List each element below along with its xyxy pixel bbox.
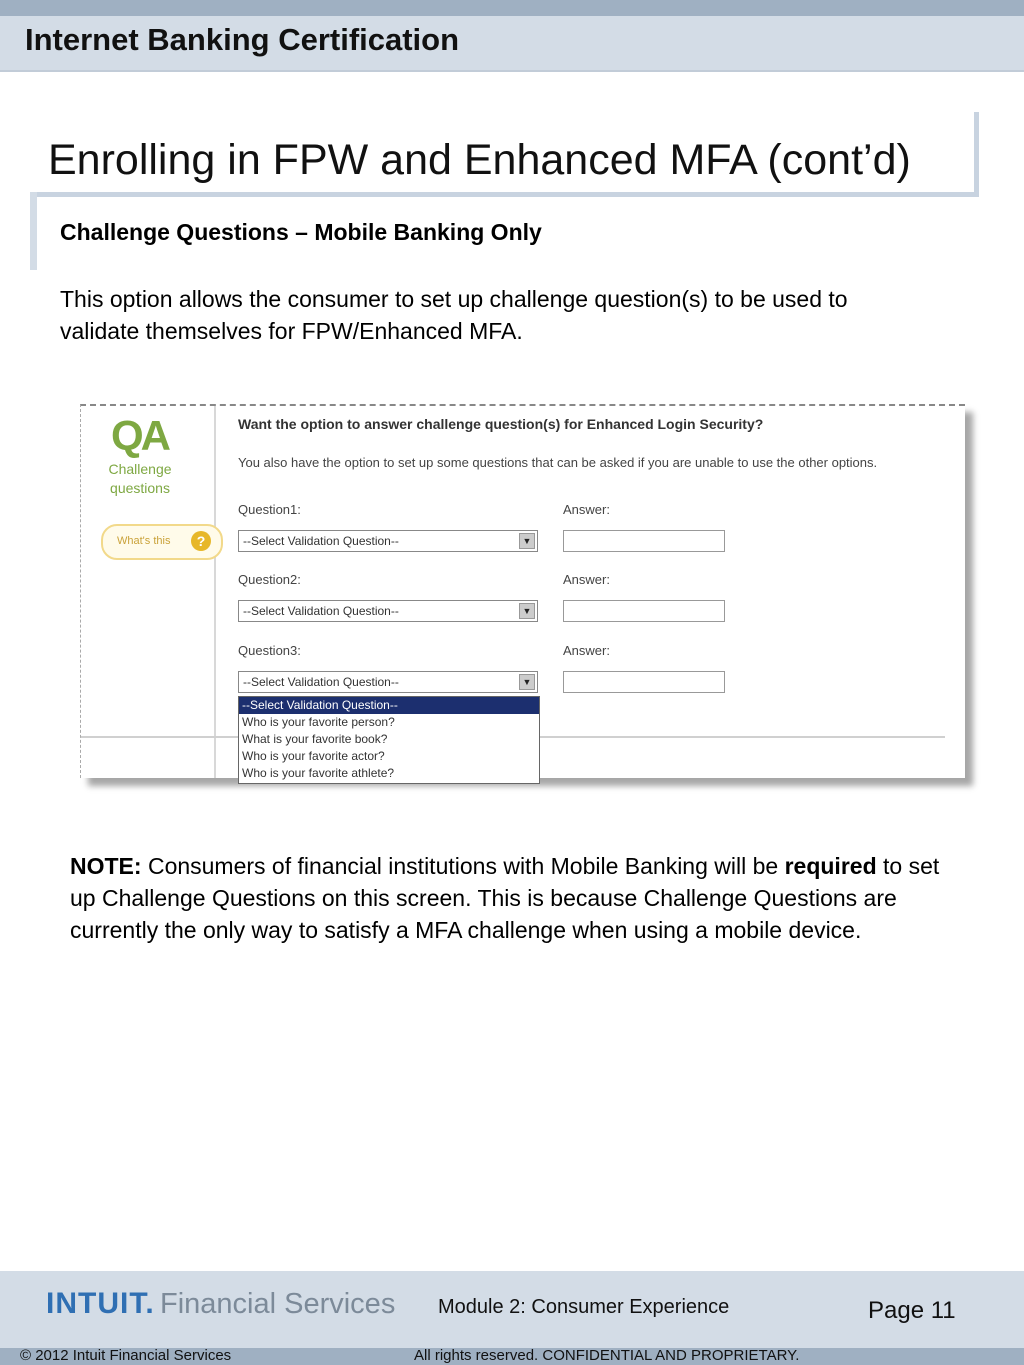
intuit-logo: INTUIT. <box>46 1287 155 1320</box>
dropdown-option[interactable]: Who is your favorite athlete? <box>242 766 395 780</box>
page-number: Page 11 <box>868 1297 956 1324</box>
answer-3-label: Answer: <box>563 643 610 658</box>
question-1-value: --Select Validation Question-- <box>243 534 399 548</box>
header-bar <box>0 16 1024 72</box>
question-2-label: Question2: <box>238 572 301 587</box>
question-3-label: Question3: <box>238 643 301 658</box>
question-1-select[interactable] <box>238 530 538 552</box>
note-emphasis: required <box>784 853 877 879</box>
embedded-screenshot <box>80 404 965 778</box>
question-1-label: Question1: <box>238 502 301 517</box>
question-2-value: --Select Validation Question-- <box>243 604 399 618</box>
whats-this-label: What's this <box>117 535 171 547</box>
dropdown-option[interactable]: --Select Validation Question-- <box>239 697 539 714</box>
chevron-down-icon: ▼ <box>519 603 535 619</box>
screenshot-heading: Want the option to answer challenge question(s) for Enhanced Login Security? <box>238 416 764 432</box>
section-subheading: Challenge Questions – Mobile Banking Only <box>60 219 542 245</box>
dropdown-option[interactable]: Who is your favorite actor? <box>242 749 385 763</box>
side-accent <box>30 192 37 270</box>
whats-this-button[interactable] <box>101 524 223 560</box>
copyright-text: © 2012 Intuit Financial Services <box>20 1347 232 1364</box>
slide-title: Enrolling in FPW and Enhanced MFA (cont’d) <box>48 136 911 184</box>
top-band <box>0 0 1024 16</box>
answer-1-label: Answer: <box>563 502 610 517</box>
dropdown-option[interactable]: Who is your favorite person? <box>242 715 395 729</box>
question-3-select[interactable] <box>238 671 538 693</box>
screenshot-description: You also have the option to set up some questions that can be asked if you are unable to use the other options. <box>238 455 878 470</box>
header-title: Internet Banking Certification <box>25 22 460 57</box>
note-text-2: to set up Challenge Questions on this screen. This is because Challenge Questions are currently the only way to satisfy a MFA challenge when using a mobile device. <box>70 853 940 943</box>
financial-services-logo-text: Financial Services <box>160 1288 396 1320</box>
note-paragraph <box>70 850 950 946</box>
chevron-down-icon: ▼ <box>519 533 535 549</box>
question-3-dropdown-list[interactable] <box>238 696 540 784</box>
help-icon: ? <box>191 531 211 551</box>
question-2-select[interactable] <box>238 600 538 622</box>
note-lead: NOTE: <box>70 853 142 879</box>
screenshot-divider <box>214 406 216 778</box>
note-text-1: Consumers of financial institutions with Mobile Banking will be <box>141 853 785 879</box>
question-3-value: --Select Validation Question-- <box>243 675 399 689</box>
answer-2-label: Answer: <box>563 572 610 587</box>
intro-paragraph: This option allows the consumer to set up challenge question(s) to be used to validate themselves for FPW/Enhanced MFA. <box>60 286 848 344</box>
answer-3-input[interactable] <box>563 671 725 693</box>
qa-logo: QA <box>111 412 168 459</box>
rights-text: All rights reserved. CONFIDENTIAL AND PROPRIETARY. <box>414 1347 800 1364</box>
dropdown-option[interactable]: What is your favorite book? <box>242 732 388 746</box>
footer-bar <box>0 1271 1024 1348</box>
qa-logo-caption: Challenge questions <box>108 461 172 496</box>
module-label: Module 2: Consumer Experience <box>438 1296 730 1318</box>
answer-1-input[interactable] <box>563 530 725 552</box>
answer-2-input[interactable] <box>563 600 725 622</box>
chevron-down-icon: ▼ <box>519 674 535 690</box>
footer-band <box>0 1348 1024 1365</box>
